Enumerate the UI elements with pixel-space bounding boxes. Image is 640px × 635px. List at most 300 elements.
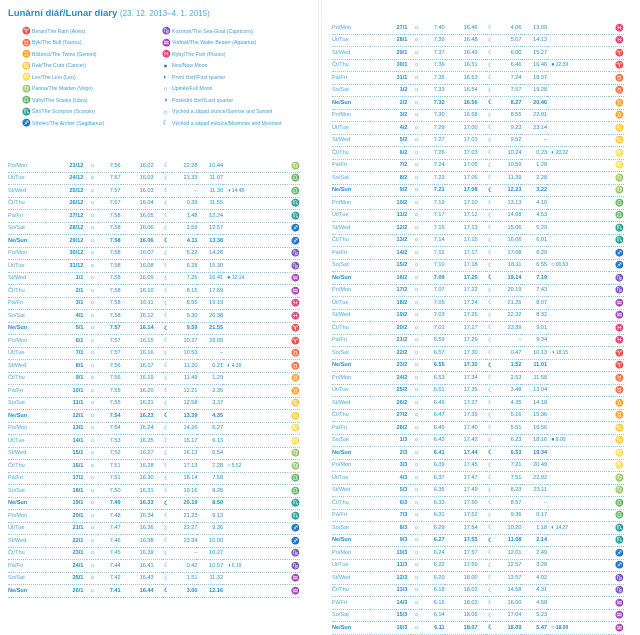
phase-cell — [223, 447, 284, 460]
new-moon-icon: ● — [551, 437, 555, 444]
phase-time: 14.48 — [231, 187, 245, 194]
sunset-cell: 16.06 — [121, 222, 162, 235]
date-cell: 30/1 — [370, 59, 411, 72]
title-dates: (23. 12. 2013–4. 1. 2015) — [119, 9, 210, 18]
moonrise-moonset-icon: ☾ — [486, 47, 496, 60]
moonrise-moonset-icon: ☾ — [486, 497, 496, 510]
phase-cell — [547, 34, 608, 47]
moonset-cell: 4.02 — [521, 572, 547, 585]
left-page — [8, 8, 308, 595]
sunrise-sunset-icon: ☼ — [411, 522, 421, 535]
date-cell: 11/3 — [370, 559, 411, 572]
sunrise-cell: 7.05 — [422, 297, 445, 310]
moonrise-cell: 18.09 — [496, 622, 522, 635]
phase-cell — [547, 247, 608, 260]
phase-cell — [547, 322, 608, 335]
cancer-icon: ♋ — [609, 134, 624, 147]
aries-icon: ♈ — [285, 322, 300, 335]
moonrise-moonset-icon: ☾ — [486, 297, 496, 310]
phase-cell — [547, 509, 608, 522]
sunrise-cell: 7.17 — [422, 209, 445, 222]
sunrise-sunset-icon: ☼ — [411, 472, 421, 485]
sunrise-sunset-icon: ☼ — [87, 585, 97, 598]
phase-time: 00.53 — [555, 262, 569, 269]
aquarius-icon: ♒ — [609, 297, 624, 310]
diary-row — [332, 497, 624, 510]
sunset-cell: 17.13 — [445, 222, 486, 235]
moonrise-moonset-icon: ☾ — [162, 535, 172, 548]
sunset-cell: 16.15 — [121, 335, 162, 348]
weekday-cell: So/Sat — [8, 572, 46, 585]
sunset-cell: 17.44 — [445, 447, 486, 460]
weekday-cell: Po/Mon — [8, 247, 46, 260]
moonset-cell: 6.29 — [521, 247, 547, 260]
sunrise-sunset-icon: ☼ — [411, 334, 421, 347]
phase-time: 22.39 — [555, 62, 569, 69]
weekday-cell: Po/Mon — [8, 422, 46, 435]
moonrise-moonset-icon: ☾ — [162, 260, 172, 273]
sunrise-sunset-icon: ☼ — [87, 447, 97, 460]
capricorn-icon: ♑ — [609, 572, 624, 585]
date-cell: 19/2 — [370, 309, 411, 322]
phase-cell — [223, 197, 284, 210]
sunset-cell: 16.03 — [121, 172, 162, 185]
sunrise-sunset-icon: ☼ — [411, 22, 421, 34]
moonset-cell: 18.07 — [521, 72, 547, 85]
sunrise-cell: 6.22 — [422, 559, 445, 572]
diary-row — [8, 347, 300, 360]
legend-item — [22, 40, 82, 47]
diary-row — [332, 322, 624, 335]
phase-cell — [547, 372, 608, 385]
aquarius-icon: ♒ — [162, 39, 171, 47]
date-cell: 6/3 — [370, 497, 411, 510]
weekday-cell: Pá/Fri — [332, 597, 370, 610]
sunrise-sunset-icon: ☼ — [411, 72, 421, 85]
sunrise-sunset-icon: ☼ — [411, 397, 421, 410]
right-page — [332, 8, 632, 632]
libra-icon: ♎ — [609, 497, 624, 510]
moonset-cell: 19.34 — [521, 447, 547, 460]
moonrise-moonset-icon: ☾ — [486, 134, 496, 147]
sunrise-cell: 7.14 — [422, 234, 445, 247]
weekday-cell: Čt/Thu — [8, 285, 46, 298]
libra-icon: ♎ — [609, 197, 624, 210]
sunrise-cell: 7.54 — [98, 410, 121, 423]
sunrise-cell: 7.58 — [98, 210, 121, 223]
phase-cell — [547, 497, 608, 510]
phase-cell — [547, 184, 608, 197]
moonrise-cell: 9.30 — [172, 310, 198, 323]
diary-row — [332, 234, 624, 247]
moonrise-cell: 9.59 — [172, 322, 198, 335]
gemini-icon: ♊ — [609, 97, 624, 110]
moonrise-moonset-icon: ☾ — [162, 585, 172, 598]
phase-cell — [547, 609, 608, 622]
sunrise-cell: 6.55 — [422, 359, 445, 372]
legend-label: Váhy/The Scales (Libra) — [32, 97, 88, 104]
sunset-cell: 17.30 — [445, 347, 486, 360]
sunrise-sunset-icon: ☼ — [87, 322, 97, 335]
leo-icon: ♌ — [285, 422, 300, 435]
moonrise-cell: 17.13 — [172, 460, 198, 473]
diary-row — [332, 434, 624, 447]
moonrise-moonset-icon: ☾ — [162, 172, 172, 185]
moonrise-cell: 18.14 — [172, 472, 198, 485]
moonrise-cell: 6.00 — [496, 47, 522, 60]
weekday-cell: St/Wed — [8, 185, 46, 198]
sagittarius-icon: ♐ — [285, 535, 300, 548]
diary-row — [332, 97, 624, 110]
sunrise-sunset-icon: ☼ — [87, 560, 97, 573]
moonrise-moonset-icon: ☾ — [486, 84, 496, 97]
legend-label: Blíženci/The Twins (Gemini) — [32, 51, 97, 58]
date-cell: 14/3 — [370, 597, 411, 610]
moonrise-cell: 15.17 — [172, 435, 198, 448]
diary-row — [8, 422, 300, 435]
legend-label: Kozoroh/The Sea-Goat (Capricorn) — [172, 28, 253, 35]
sunrise-sunset-icon: ☼ — [411, 409, 421, 422]
sunrise-sunset-icon: ☼ — [87, 210, 97, 223]
phase-cell — [547, 434, 608, 447]
moonset-cell: 18.16 — [521, 434, 547, 447]
diary-row — [8, 572, 300, 585]
moonrise-moonset-icon: ☾ — [162, 160, 172, 172]
moonrise-cell: 1.51 — [172, 572, 198, 585]
date-cell: 18/2 — [370, 297, 411, 310]
phase-cell — [547, 409, 608, 422]
phase-cell — [223, 397, 284, 410]
scorpio-icon: ♏ — [22, 108, 31, 116]
virgo-icon: ♍ — [285, 160, 300, 172]
moonset-cell: 7.19 — [521, 272, 547, 285]
moonrise-moonset-icon: ☾ — [162, 422, 172, 435]
phase-cell — [547, 97, 608, 110]
date-cell: 2/2 — [370, 97, 411, 110]
moonrise-cell: 16.00 — [496, 597, 522, 610]
sunrise-cell: 7.56 — [98, 360, 121, 373]
sunset-cell: 16.34 — [121, 510, 162, 523]
moonrise-moonset-icon: ☾ — [162, 397, 172, 410]
moonrise-moonset-icon: ☾ — [486, 322, 496, 335]
moonset-cell: 13.09 — [521, 22, 547, 34]
phase-time: 14.27 — [555, 524, 569, 531]
date-cell: 26/12 — [46, 197, 87, 210]
sunrise-sunset-icon: ☼ — [411, 97, 421, 110]
moonset-cell: 2.28 — [521, 172, 547, 185]
sunrise-cell: 7.33 — [422, 84, 445, 97]
sunrise-cell: 7.40 — [422, 22, 445, 34]
moonrise-moonset-icon: ☾ — [486, 522, 496, 535]
date-cell: 29/12 — [46, 235, 87, 248]
phase-cell — [547, 222, 608, 235]
sunset-cell: 16.28 — [121, 460, 162, 473]
moonset-cell: 0.21 — [197, 360, 223, 373]
phase-cell — [547, 384, 608, 397]
phase-cell — [547, 397, 608, 410]
moonrise-moonset-icon: ☾ — [162, 385, 172, 398]
capricorn-icon: ♑ — [285, 560, 300, 573]
diary-row — [8, 310, 300, 323]
diary-row — [332, 259, 624, 272]
date-cell: 23/12 — [46, 160, 87, 172]
sunrise-cell: 7.57 — [98, 197, 121, 210]
sunrise-sunset-icon: ☼ — [411, 134, 421, 147]
moonrise-moonset-icon: ☾ — [162, 210, 172, 223]
moonrise-moonset-icon: ☾ — [162, 360, 172, 373]
diary-row — [8, 385, 300, 398]
weekday-cell: St/Wed — [332, 572, 370, 585]
legend-item — [162, 86, 212, 93]
phase-cell — [547, 622, 608, 635]
date-cell: 20/1 — [46, 510, 87, 523]
diary-row — [332, 409, 624, 422]
diary-table-left — [8, 160, 300, 598]
diary-row — [332, 34, 624, 47]
moonrise-moonset-icon: ☾ — [162, 410, 172, 423]
sunrise-sunset-icon: ☼ — [87, 485, 97, 498]
moonrise-cell: 3.48 — [496, 384, 522, 397]
sunset-cell: 16.07 — [121, 247, 162, 260]
phase-cell — [223, 322, 284, 335]
sunset-cell: 16.11 — [121, 297, 162, 310]
sunrise-cell: 7.58 — [98, 272, 121, 285]
date-cell: 13/2 — [370, 234, 411, 247]
phase-cell — [547, 147, 608, 160]
phase-cell — [223, 410, 284, 423]
sunrise-sunset-icon: ☼ — [411, 584, 421, 597]
sunrise-cell: 7.21 — [422, 184, 445, 197]
date-cell: 17/2 — [370, 284, 411, 297]
moonset-cell: 9.01 — [521, 322, 547, 335]
sagittarius-icon: ♐ — [22, 120, 31, 127]
phase-cell — [223, 385, 284, 398]
sunrise-sunset-icon: ☼ — [87, 272, 97, 285]
sunrise-cell: 6.49 — [422, 397, 445, 410]
phase-cell — [547, 22, 608, 34]
moonrise-moonset-icon: ☾ — [162, 285, 172, 298]
moonset-cell: 11.58 — [521, 372, 547, 385]
date-cell: 21/2 — [370, 334, 411, 347]
weekday-cell: Pá/Fri — [8, 472, 46, 485]
moonrise-moonset-icon: ☾ — [486, 597, 496, 610]
sunset-cell: 18.07 — [445, 622, 486, 635]
weekday-cell: St/Wed — [332, 309, 370, 322]
sunrise-cell: 7.58 — [98, 285, 121, 298]
moonrise-moonset-icon: ☾ — [486, 609, 496, 622]
sunset-cell: 17.10 — [445, 197, 486, 210]
sunset-cell: 16.20 — [121, 385, 162, 398]
phase-cell — [223, 372, 284, 385]
phase-cell — [547, 309, 608, 322]
sunrise-sunset-icon: ☼ — [87, 497, 97, 510]
weekday-cell: Pá/Fri — [8, 297, 46, 310]
weekday-cell: Po/Mon — [8, 160, 46, 172]
moonrise-cell: 14.58 — [496, 584, 522, 597]
sunrise-sunset-icon: ☼ — [411, 122, 421, 135]
moonrise-moonset-icon: ☾ — [162, 310, 172, 323]
sunset-cell: 18.05 — [445, 609, 486, 622]
weekday-cell: Po/Mon — [8, 510, 46, 523]
phase-cell — [547, 197, 608, 210]
moonset-cell: 1.29 — [197, 372, 223, 385]
moonrise-cell: 16.13 — [172, 447, 198, 460]
sunrise-sunset-icon: ☼ — [87, 235, 97, 248]
moonrise-cell: 19.14 — [496, 272, 522, 285]
moonrise-moonset-icon: ☾ — [486, 572, 496, 585]
sunset-cell: 17.57 — [445, 547, 486, 560]
weekday-cell: St/Wed — [332, 47, 370, 60]
date-cell: 2/3 — [370, 447, 411, 460]
legend-label: Úplněk/Full Moon — [172, 86, 213, 92]
diary-row — [8, 522, 300, 535]
phase-cell — [547, 459, 608, 472]
sunrise-cell: 7.58 — [98, 222, 121, 235]
phase-cell — [547, 84, 608, 97]
moonrise-moonset-icon: ☾ — [486, 584, 496, 597]
sunrise-cell: 7.24 — [422, 159, 445, 172]
diary-row — [332, 272, 624, 285]
weekday-cell: Ne/Sun — [8, 497, 46, 510]
leo-icon: ♌ — [285, 435, 300, 448]
aquarius-icon: ♒ — [285, 572, 300, 585]
sagittarius-icon: ♐ — [609, 547, 624, 560]
page-gutter — [318, 0, 322, 522]
capricorn-icon: ♑ — [609, 272, 624, 285]
diary-row — [8, 160, 300, 172]
weekday-cell: Út/Tue — [8, 522, 46, 535]
moonset-cell: 2.14 — [521, 534, 547, 547]
sunset-cell: 16.46 — [445, 22, 486, 34]
sunrise-cell: 7.54 — [98, 422, 121, 435]
date-cell: 4/1 — [46, 310, 87, 323]
moonrise-cell: 20.19 — [172, 497, 198, 510]
date-cell: 14/2 — [370, 247, 411, 260]
moonrise-moonset-icon: ☾ — [162, 497, 172, 510]
diary-row — [332, 72, 624, 85]
moonrise-cell: 23.34 — [172, 535, 198, 548]
date-cell: 7/3 — [370, 509, 411, 522]
sunrise-sunset-icon: ☼ — [87, 160, 97, 172]
weekday-cell: Čt/Thu — [332, 409, 370, 422]
moonset-cell: 12.57 — [197, 222, 223, 235]
moonrise-cell: – — [496, 334, 522, 347]
diary-row — [8, 460, 300, 473]
phase-cell — [547, 272, 608, 285]
moonset-cell: 12.16 — [197, 585, 223, 598]
moonrise-cell: 14.26 — [172, 422, 198, 435]
phase-cell — [223, 272, 284, 285]
sunrise-sunset-icon: ☼ — [87, 397, 97, 410]
moonrise-moonset-icon: ☾ — [162, 247, 172, 260]
diary-row — [8, 560, 300, 573]
date-cell: 15/2 — [370, 259, 411, 272]
moonrise-cell: 19.16 — [172, 485, 198, 498]
sunrise-sunset-icon: ☼ — [87, 222, 97, 235]
sunrise-sunset-icon: ☼ — [411, 359, 421, 372]
phase-cell — [547, 209, 608, 222]
sunset-cell: 16.23 — [121, 410, 162, 423]
moonset-cell: 5.23 — [521, 609, 547, 622]
phase-cell — [547, 172, 608, 185]
weekday-cell: Út/Tue — [332, 384, 370, 397]
weekday-cell: St/Wed — [332, 134, 370, 147]
sunrise-sunset-icon: ☼ — [87, 422, 97, 435]
sunset-cell: 16.09 — [121, 272, 162, 285]
sunrise-cell: 6.16 — [422, 597, 445, 610]
moonset-cell: 2.35 — [197, 385, 223, 398]
moonrise-cell: 13.13 — [496, 197, 522, 210]
date-cell: 25/1 — [46, 572, 87, 585]
date-cell: 6/2 — [370, 147, 411, 160]
phase-cell — [547, 259, 608, 272]
taurus-icon: ♉ — [609, 72, 624, 85]
phase-cell — [547, 522, 608, 535]
moonset-cell: 22.02 — [521, 472, 547, 485]
sunrise-sunset-icon: ☼ — [87, 410, 97, 423]
moonset-cell: 5.27 — [197, 422, 223, 435]
sagittarius-icon: ♐ — [285, 222, 300, 235]
moonrise-cell: 12.01 — [496, 547, 522, 560]
moonset-cell: 13.38 — [197, 235, 223, 248]
moonrise-cell: 11.20 — [172, 360, 198, 373]
date-cell: 10/3 — [370, 547, 411, 560]
date-cell: 25/12 — [46, 185, 87, 198]
legend-item — [22, 86, 93, 93]
weekday-cell: So/Sat — [332, 259, 370, 272]
leo-icon: ♌ — [609, 459, 624, 472]
moonrise-moonset-icon: ☾ — [486, 147, 496, 160]
moonrise-cell: 5.07 — [496, 34, 522, 47]
moonset-cell: 4.53 — [521, 209, 547, 222]
weekday-cell: Ne/Sun — [8, 235, 46, 248]
phase-time: 18.15 — [555, 349, 569, 356]
sunset-cell: 16.30 — [121, 472, 162, 485]
moonrise-cell: 22.27 — [172, 522, 198, 535]
sunrise-cell: 6.43 — [422, 434, 445, 447]
diary-row — [332, 347, 624, 360]
sunset-cell: 17.24 — [445, 297, 486, 310]
moonset-cell: 11.07 — [197, 172, 223, 185]
moonrise-cell: 20.19 — [496, 284, 522, 297]
diary-row — [332, 247, 624, 260]
moonrise-moonset-icon: ☾ — [486, 409, 496, 422]
diary-row — [332, 309, 624, 322]
sunrise-cell: 6.29 — [422, 522, 445, 535]
moonrise-cell: 6.23 — [496, 434, 522, 447]
sunrise-sunset-icon: ☼ — [411, 384, 421, 397]
sunrise-cell: 7.29 — [422, 122, 445, 135]
date-cell: 8/2 — [370, 172, 411, 185]
date-cell: 1/2 — [370, 84, 411, 97]
weekday-cell: Po/Mon — [332, 109, 370, 122]
date-cell: 3/2 — [370, 109, 411, 122]
diary-row — [332, 222, 624, 235]
sunrise-sunset-icon: ☼ — [411, 572, 421, 585]
sunset-cell: 17.27 — [445, 322, 486, 335]
weekday-cell: Čt/Thu — [332, 584, 370, 597]
scorpio-icon: ♏ — [285, 497, 300, 510]
phase-time: 18.09 — [555, 624, 569, 631]
phase-time: 20.22 — [555, 149, 569, 156]
diary-row — [8, 235, 300, 248]
sunrise-cell: 7.07 — [422, 284, 445, 297]
sunset-cell: 16.21 — [121, 397, 162, 410]
aries-icon: ♈ — [22, 28, 31, 35]
legend-item — [162, 74, 225, 81]
diary-row — [8, 447, 300, 460]
weekday-cell: So/Sat — [332, 434, 370, 447]
